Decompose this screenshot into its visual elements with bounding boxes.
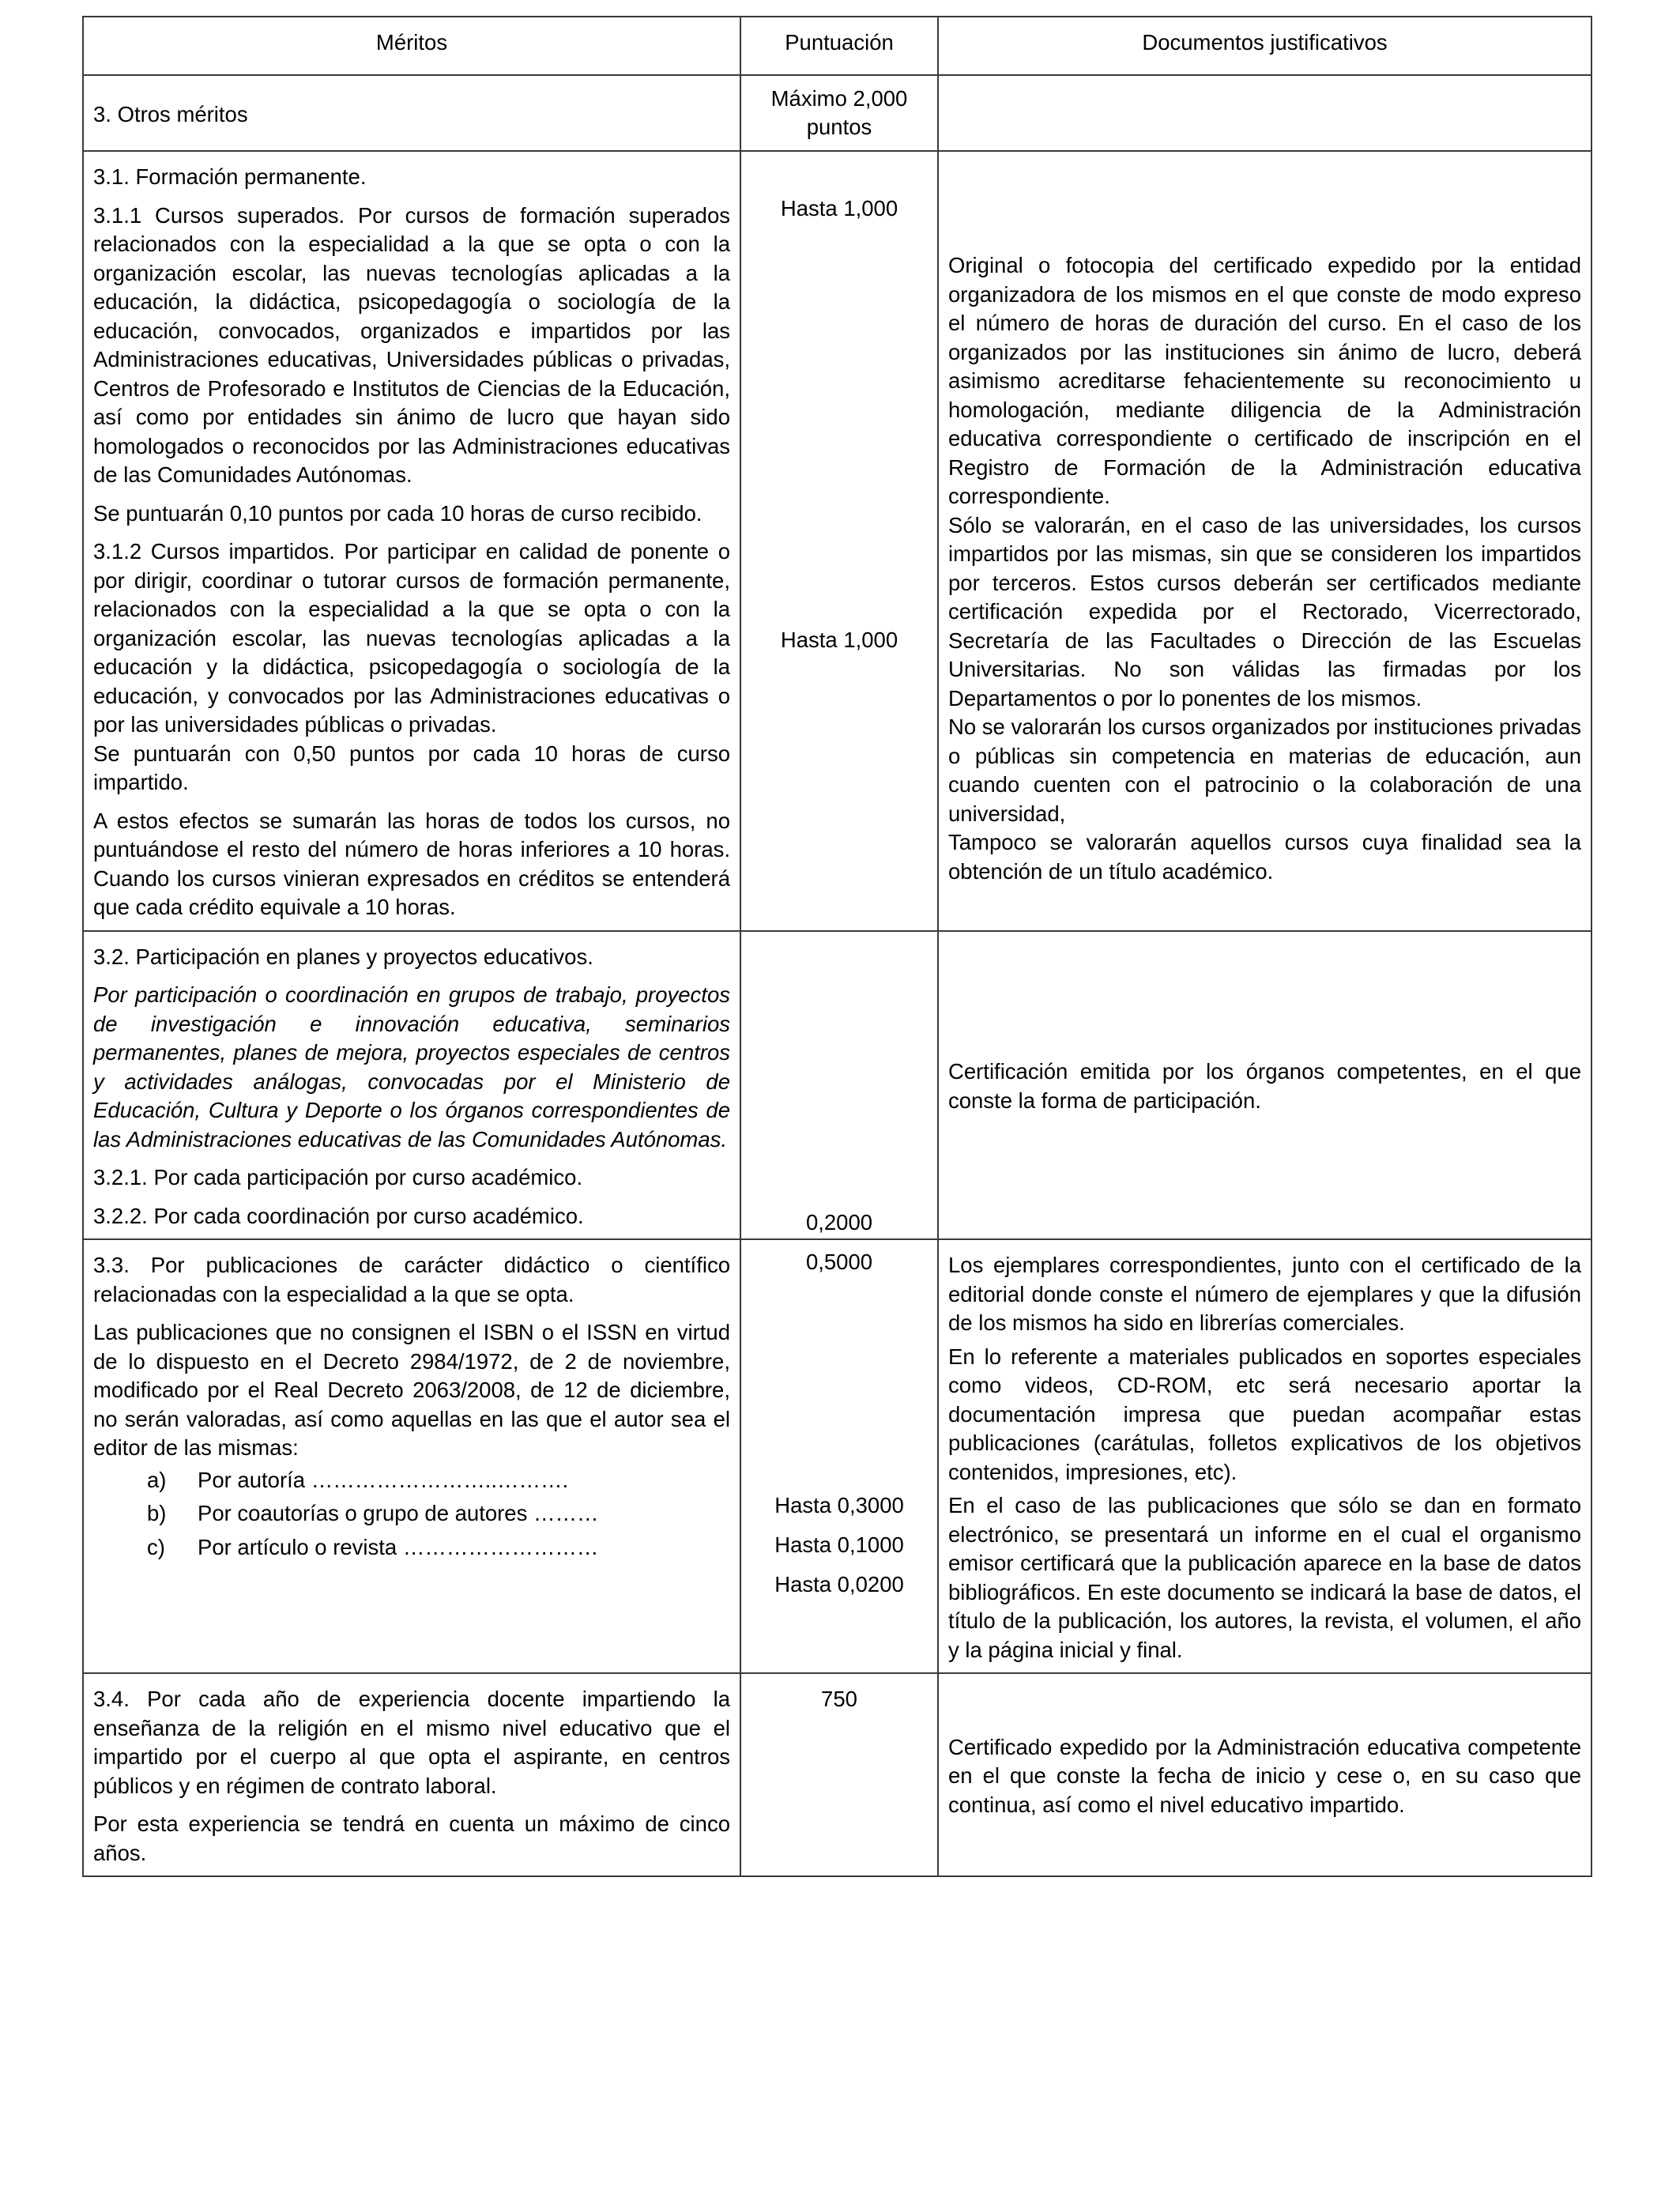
formacion-meritos-cell	[83, 151, 740, 931]
formacion-doc-2: Sólo se valorarán, en el caso de las universidades, los cursos impartidos por las mismas, sin que se consideren los impartidos por terceros. Estos cursos deberán ser certificados mediante certificación expedida por el Rectorado, Vicerrectorado, Secretaría de las Facultades o Dirección de las Escuelas Universitarias. No son válidas las firmadas por los Departamentos o por lo ponentes de los mismos.	[948, 512, 1581, 711]
otros-meritos-score: Máximo 2,000 puntos	[740, 75, 938, 151]
experiencia-score-cell	[740, 1673, 938, 1876]
planes-score-participacion: 0,2000	[805, 1209, 873, 1235]
cursos-superados-score: Hasta 1,000	[780, 196, 898, 221]
item-label: c)	[147, 1534, 165, 1559]
publicaciones-score-articulo: Hasta 0,0200	[774, 1572, 904, 1596]
row-publicaciones	[83, 1239, 1591, 1673]
publicaciones-doc-2: En lo referente a materiales publicados en soportes especiales como videos, CD-ROM, etc será necesario aportar la documentación impresa que puedan acompañar estas publicaciones (carátulas, folletos explicativos de los objetivos contenidos, impresiones, etc).	[948, 1344, 1581, 1484]
planes-doc: Certificación emitida por los órganos competentes, en el que conste la forma de participación.	[948, 1059, 1581, 1113]
header-row	[83, 17, 1591, 75]
row-otros-meritos	[83, 75, 1591, 151]
publicaciones-item-coautorias	[93, 1499, 730, 1529]
planes-meritos-cell	[83, 931, 740, 1240]
header-documentos: Documentos justificativos	[938, 17, 1591, 75]
planes-title: 3.2. Participación en planes y proyectos educativos.	[93, 944, 593, 969]
experiencia-score: 750	[821, 1687, 857, 1711]
publicaciones-item-autoria	[93, 1466, 730, 1495]
planes-doc-cell	[938, 931, 1591, 1240]
planes-score-cell	[740, 931, 938, 1274]
row-experiencia-religion	[83, 1673, 1591, 1876]
experiencia-doc-cell	[938, 1673, 1591, 1876]
item-text: Por autoría ……………………..……….	[198, 1467, 569, 1492]
cursos-impartidos-score: Hasta 1,000	[780, 628, 898, 652]
publicaciones-score-coautorias: Hasta 0,1000	[774, 1532, 904, 1557]
row-formacion-permanente	[83, 151, 1591, 931]
publicaciones-isbn-text: Las publicaciones que no consignen el ISBN o el ISSN en virtud de lo dispuesto en el Decreto 2984/1972, de 2 de noviembre, modificado por el Real Decreto 2063/2008, de 12 de diciembre, no serán valoradas, así como aquellas en las que el autor sea el editor de las mismas:	[93, 1320, 730, 1460]
publicaciones-doc-1: Los ejemplares correspondientes, junto con el certificado de la editorial donde conste el número de ejemplares y que la difusión de los mismos ha sido en librerías comerciales.	[948, 1253, 1581, 1335]
item-text: Por coautorías o grupo de autores ………	[198, 1501, 599, 1525]
formacion-doc-cell	[938, 151, 1591, 931]
item-text: Por artículo o revista ………………………	[198, 1534, 599, 1559]
planes-item-participacion: 3.2.1. Por cada participación por curso académico.	[93, 1165, 583, 1189]
horas-rule-text: A estos efectos se sumarán las horas de todos los cursos, no puntuándose el resto del número de horas inferiores a 10 horas. Cuando los cursos vinieran expresados en créditos se entenderá que cada crédito equivale a 10 horas.	[93, 808, 730, 919]
experiencia-maximo: Por esta experiencia se tendrá en cuenta un máximo de cinco años.	[93, 1811, 730, 1865]
cursos-impartidos-score-rule: Se puntuarán con 0,50 puntos por cada 10 horas de curso impartido.	[93, 741, 730, 794]
publicaciones-score-autoria: Hasta 0,3000	[774, 1493, 904, 1517]
publicaciones-doc-cell	[938, 1239, 1591, 1673]
cursos-superados-score-rule: Se puntuarán 0,10 puntos por cada 10 horas de curso recibido.	[93, 500, 703, 526]
formacion-doc-1: Original o fotocopia del certificado expedido por la entidad organizadora de los mismos en el que conste de modo expreso el número de horas de duración del curso. En el caso de los organizados por las instituciones sin ánimo de lucro, deberá asimismo acreditarse fehacientemente su reconocimiento u homologación, mediante diligencia de la Administración educativa correspondiente o certificado de inscripción en el Registro de Formación de la Administración educativa correspondiente.	[948, 253, 1581, 508]
publicaciones-title: 3.3. Por publicaciones de carácter didáctico o científico relacionadas con la especialidad a la que se opta.	[93, 1253, 730, 1306]
cursos-impartidos-text: 3.1.2 Cursos impartidos. Por participar en calidad de ponente o por dirigir, coordinar o tutorar cursos de formación permanente, relacionados con la especialidad a la que se opta o con la organización escolar, las nuevas tecnologías aplicadas a la educación y la didáctica, psicopedagogía o sociología de la educación, y convocados por las Administraciones educativas o por las universidades públicas o privadas.	[93, 539, 730, 737]
formacion-doc-4: Tampoco se valorarán aquellos cursos cuya finalidad sea la obtención de un título académico.	[948, 830, 1581, 884]
row-planes-proyectos	[83, 931, 1591, 1240]
planes-description: Por participación o coordinación en grupos de trabajo, proyectos de investigación e innovación educativa, seminarios permanentes, planes de mejora, proyectos especiales de centros y actividades análogas, convocadas por el Ministerio de Educación, Cultura y Deporte o los órganos correspondientes de las Administraciones educativas de las Comunidades Autónomas.	[93, 982, 730, 1152]
planes-score-coordinacion: 0,5000	[805, 1249, 873, 1274]
item-label: b)	[147, 1501, 167, 1525]
formacion-title: 3.1. Formación permanente.	[93, 164, 367, 189]
otros-meritos-doc	[938, 75, 1591, 151]
item-label: a)	[147, 1467, 167, 1492]
otros-meritos-title: 3. Otros méritos	[83, 75, 740, 151]
publicaciones-item-articulo	[93, 1533, 730, 1563]
formacion-score-cell	[740, 151, 938, 931]
meritos-table	[82, 16, 1592, 1877]
experiencia-text: 3.4. Por cada año de experiencia docente impartiendo la enseñanza de la religión en el mismo nivel educativo que el impartido por el cuerpo al que opta el aspirante, en centros públicos y en régimen de contrato laboral.	[93, 1687, 730, 1798]
experiencia-doc: Certificado expedido por la Administración educativa competente en el que conste la fecha de inicio y cese o, en su caso que continua, así como el nivel educativo impartido.	[948, 1734, 1581, 1817]
experiencia-meritos-cell	[83, 1673, 740, 1876]
publicaciones-meritos-cell	[83, 1239, 740, 1673]
header-puntuacion: Puntuación	[740, 17, 938, 75]
header-meritos: Méritos	[83, 17, 740, 75]
cursos-superados-text: 3.1.1 Cursos superados. Por cursos de formación superados relacionados con la especialidad a la que se opta o con la organización escolar, las nuevas tecnologías aplicadas a la educación, la didáctica, psicopedagogía o sociología de la educación, convocados, organizados e impartidos por las Administraciones educativas, Universidades públicas o privadas, Centros de Profesorado e Institutos de Ciencias de la Educación, así como por entidades sin ánimo de lucro que hayan sido homologados o reconocidos por las Administraciones educativas de las Comunidades Autónomas.	[93, 202, 730, 487]
planes-item-coordinacion: 3.2.2. Por cada coordinación por curso académico.	[93, 1203, 584, 1228]
formacion-doc-3: No se valorarán los cursos organizados por instituciones privadas o públicas sin competencia en materias de educación, aun cuando cuenten con el patrocinio o la colaboración de una universidad,	[948, 714, 1581, 826]
publicaciones-doc-3: En el caso de las publicaciones que sólo se dan en formato electrónico, se presentará un informe en el cual el organismo emisor certificará que la publicación aparece en la base de datos bibliográficos. En este documento se indicará la base de datos, el título de la publicación, los autores, la revista, el volumen, el año y la página inicial y final.	[948, 1493, 1581, 1662]
publicaciones-score-cell	[740, 1239, 938, 1673]
